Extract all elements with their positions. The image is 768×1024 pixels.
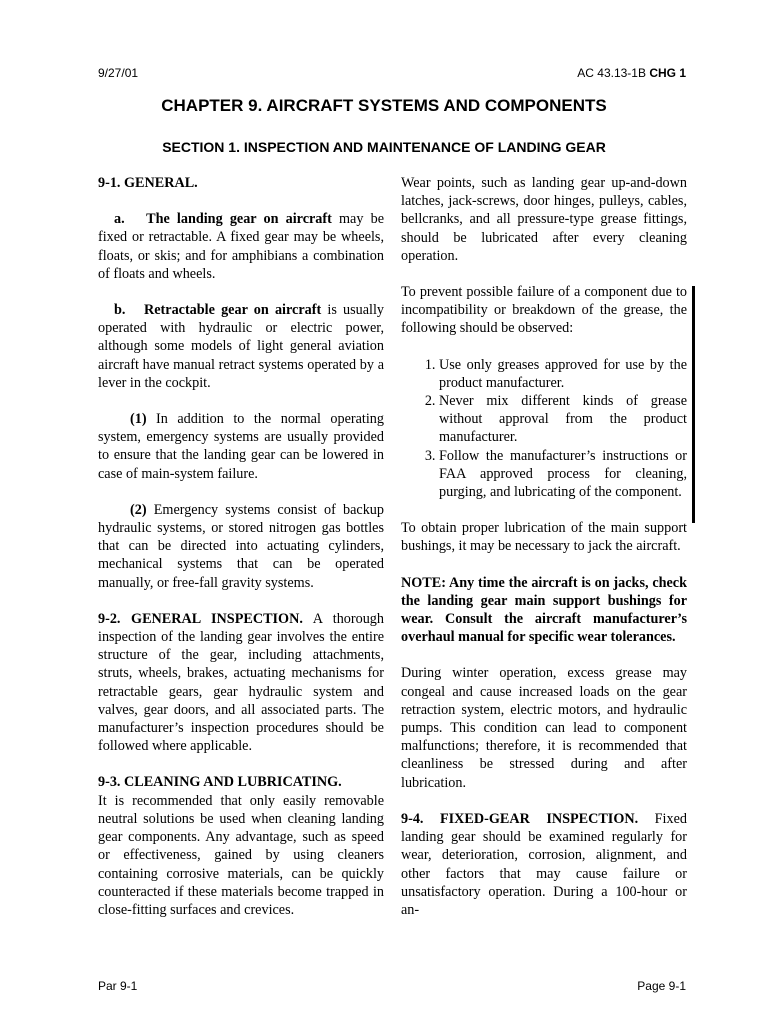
paragraph-9-1b-2: (2) Emergency systems consist of backup hydraulic systems, or stored nitrogen gas bottles that can be directed into actuating cylinders, mechanical systems that can be operated manually, or free-fall gravity systems. [98,501,384,591]
note-jacks: NOTE: Any time the aircraft is on jacks, check the landing gear main support bushings for wear. Consult the aircraft manufacturer’s overhaul manual for specific wear tolerances. [401,574,687,646]
heading-9-1: 9-1. GENERAL. [98,175,198,191]
paragraph-9-2: 9-2. GENERAL INSPECTION. A thorough inspection of the landing gear involves the entire structure of the gear, including attachments, struts, wheels, brakes, actuating mechanisms for retractable gears, gear hydraulic system and valves, gear doors, and all associated parts. The manufacturer’s inspection procedures should be followed where applicable. [98,610,384,755]
header-date: 9/27/01 [98,66,139,80]
paragraph-prevent-failure: To prevent possible failure of a component due to incompatibility or breakdown of the grease, the following should be observed: [401,284,687,337]
header-change-number: CHG 1 [649,66,686,80]
header-document-id [577,66,686,80]
change-bar [692,286,695,523]
chapter-title: CHAPTER 9. AIRCRAFT SYSTEMS AND COMPONENTS [161,96,607,115]
paragraph-9-4: 9-4. FIXED-GEAR INSPECTION. Fixed landing gear should be examined regularly for wear, deterioration, corrosion, alignment, and other factors that may cause failure or unsatisfactory operation. During a 100-hour or an- [401,810,687,918]
paragraph-9-1b-1: (1) In addition to the normal operating system, emergency systems are usually provided to ensure that the landing gear can be lowered in case of main-system failure. [98,411,384,482]
header-doc-number: AC 43.13-1B [577,66,650,80]
footer-page-number: Page 9-1 [637,979,686,993]
footer-paragraph-ref: Par 9-1 [98,979,138,993]
list-item: 1. Use only greases approved for use by the product manufacturer. [439,356,687,392]
list-item: 3. Follow the manufacturer’s instructions or FAA approved process for cleaning, purging, and lubricating of the component. [439,447,687,502]
paragraph-obtain-lubrication: To obtain proper lubrication of the main support bushings, it may be necessary to jack the aircraft. [401,520,687,555]
section-title: SECTION 1. INSPECTION AND MAINTENANCE OF LANDING GEAR [162,139,606,155]
grease-rules-list [401,356,687,502]
paragraph-9-1b: b. Retractable gear on aircraft is usually operated with hydraulic or electric power, although some models of light general aviation aircraft have manual retract systems operated by a lever in the cockpit. [98,302,385,391]
paragraph-wear-points: Wear points, such as landing gear up-and-down latches, jack-screws, door hinges, pulleys, cables, bellcranks, and all pressure-type grease fittings, should be lubricated after every cleaning operation. [401,175,687,264]
list-item: 2. Never mix different kinds of grease without approval from the product manufacturer. [439,392,687,447]
paragraph-winter-operation: During winter operation, excess grease may congeal and cause increased loads on the gear retraction system, electric motors, and hydraulic pumps. This condition can lead to component malfunctions; therefore, it is recommended that cleanliness be stressed during and after lubrication. [401,665,687,791]
paragraph-9-3: 9-3. CLEANING AND LUBRICATING. It is recommended that only easily removable neutral solutions be used when cleaning landing gear components. Any advantage, such as speed or effectiveness, gained by using cleaners containing corrosive materials, can be quickly counteracted if these materials become trapped in close-fitting surfaces and crevices. [98,774,384,918]
right-column [401,174,687,937]
paragraph-9-1a: a. The landing gear on aircraft may be fixed or retractable. A fixed gear may be wheels, floats, or skis; and for amphibians a combination of floats and wheels. [98,211,384,282]
left-column [98,174,384,937]
